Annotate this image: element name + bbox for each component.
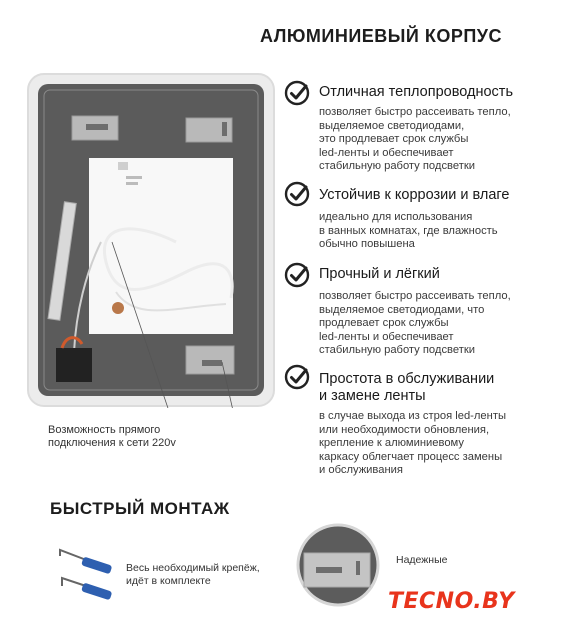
brand-logo[interactable]: TECNO.BY — [388, 589, 515, 614]
feature-description: позволяет быстро рассеивать тепло, выделяемое светодиодами, это продлевает срок службы led-ленты и обеспечивает стабильную работу подсветки — [319, 106, 511, 173]
check-circle-icon — [284, 364, 310, 390]
section-title-aluminum: АЛЮМИНИЕВЫЙ КОРПУС — [260, 26, 502, 46]
section-title-mounting: БЫСТРЫЙ МОНТАЖ — [50, 499, 230, 518]
screws-kit-illustration — [54, 546, 118, 604]
check-circle-icon — [284, 181, 310, 207]
mirror-back-illustration — [26, 72, 276, 408]
check-circle-icon — [284, 80, 310, 106]
feature-description: позволяет быстро рассеивать тепло, выделяемое светодиодами, что продлевает срок службы led-ленты и обеспечивает стабильную работу подсветки — [319, 290, 511, 357]
feature-title: Прочный и лёгкий — [319, 266, 440, 282]
feature-description: в случае выхода из строя led-ленты или необходимости обновления, крепление к алюминиевому каркасу облегчает процесс замены и обслуживания — [319, 410, 506, 477]
feature-description: идеально для использования в ванных комнатах, где влажность обычно повышена — [319, 211, 498, 251]
feature-title: Отличная теплопроводность — [319, 84, 513, 100]
feature-title: Устойчив к коррозии и влаге — [319, 187, 510, 203]
mirror-back-drawing — [26, 72, 276, 408]
kit-note: Весь необходимый крепёж, идёт в комплекте — [126, 562, 260, 587]
check-circle-icon — [284, 262, 310, 288]
feature-title: Простота в обслуживании и замене ленты — [319, 371, 495, 404]
bracket-detail-illustration — [296, 523, 380, 607]
direct-connection-callout: Возможность прямого подключения к сети 220v — [48, 424, 176, 449]
bracket-note: Надежные — [396, 554, 448, 566]
